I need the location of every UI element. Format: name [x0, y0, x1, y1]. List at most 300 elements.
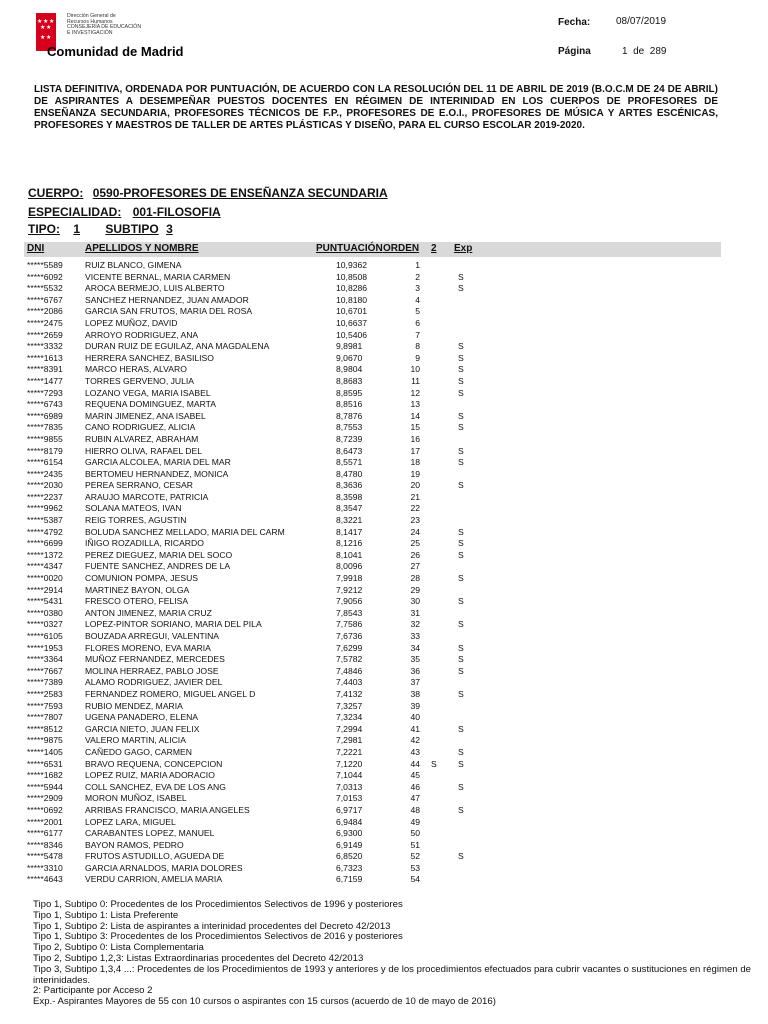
- cell-exp: S: [458, 665, 464, 676]
- cell-orden: 3: [415, 283, 420, 294]
- table-row: [24, 712, 721, 724]
- cell-name: GARCIA ALCOLEA, MARIA DEL MAR: [85, 457, 231, 468]
- cell-name: MARCO HERAS, ALVARO: [85, 364, 187, 375]
- cell-orden: 46: [410, 781, 420, 792]
- cell-exp: S: [458, 422, 464, 433]
- table-row: [24, 422, 721, 434]
- cell-puntuacion: 9,0670: [336, 352, 363, 363]
- cell-puntuacion: 10,8180: [336, 294, 368, 305]
- table-row: [24, 759, 721, 771]
- cell-name: IÑIGO ROZADILLA, RICARDO: [85, 538, 204, 549]
- cell-orden: 16: [410, 433, 420, 444]
- cell-dni: *****2475: [27, 317, 63, 328]
- cell-exp: S: [458, 596, 464, 607]
- cell-dni: *****3310: [27, 862, 63, 873]
- cell-orden: 5: [415, 306, 420, 317]
- cell-dni: *****1613: [27, 352, 63, 363]
- cell-puntuacion: 9,8981: [336, 341, 363, 352]
- cell-dni: *****8346: [27, 839, 63, 850]
- cell-name: LOPEZ-PINTOR SORIANO, MARIA DEL PILA: [85, 619, 262, 630]
- cell-orden: 28: [410, 573, 420, 584]
- cell-orden: 34: [410, 642, 420, 653]
- cell-exp: S: [458, 341, 464, 352]
- cell-name: LOPEZ RUIZ, MARIA ADORACIO: [85, 770, 215, 781]
- cell-orden: 53: [410, 862, 420, 873]
- cell-dni: *****5478: [27, 851, 63, 862]
- cell-orden: 36: [410, 665, 420, 676]
- footnote: Tipo 2, Subtipo 0: Lista Complementaria: [33, 942, 204, 954]
- cell-name: SANCHEZ HERNANDEZ, JUAN AMADOR: [85, 294, 249, 305]
- table-row: [24, 863, 721, 875]
- table-row: [24, 654, 721, 666]
- cell-name: CAÑEDO GAGO, CARMEN: [85, 746, 192, 757]
- cell-name: BERTOMEU HERNANDEZ, MONICA: [85, 468, 229, 479]
- cell-puntuacion: 7,8543: [336, 607, 363, 618]
- org-line: E INVESTIGACIÓN: [67, 29, 113, 36]
- cell-orden: 37: [410, 677, 420, 688]
- table-row: [24, 434, 721, 446]
- cell-orden: 13: [410, 399, 420, 410]
- cell-puntuacion: 8,6473: [336, 445, 363, 456]
- cell-dni: *****4792: [27, 526, 63, 537]
- cell-name: FERNANDEZ ROMERO, MIGUEL ANGEL D: [85, 688, 256, 699]
- cell-exp: S: [458, 549, 464, 560]
- cell-orden: 12: [410, 387, 420, 398]
- cell-dni: *****2659: [27, 329, 63, 340]
- cell-puntuacion: 8,8516: [336, 399, 363, 410]
- footnote: Tipo 1, Subtipo 2: Lista de aspirantes a interinidad procedentes del Decreto 42/2013: [33, 920, 391, 932]
- cell-dni: *****1477: [27, 375, 63, 386]
- cuerpo-value: 0590-PROFESORES DE ENSEÑANZA SECUNDARIA: [92, 186, 388, 200]
- cell-dni: *****1682: [27, 770, 63, 781]
- table-row: [24, 596, 721, 608]
- cell-orden: 10: [410, 364, 420, 375]
- org-name: Comunidad de Madrid: [47, 44, 184, 59]
- tipo-value: 1: [73, 222, 81, 236]
- cell-name: ANTON JIMENEZ, MARIA CRUZ: [85, 607, 212, 618]
- column-header-orden: ORDEN: [383, 243, 420, 254]
- cell-puntuacion: 8,9804: [336, 364, 363, 375]
- cell-exp: S: [458, 723, 464, 734]
- cell-exp: S: [458, 387, 464, 398]
- cell-name: MOLINA HERRAEZ, PABLO JOSE: [85, 665, 219, 676]
- cell-orden: 29: [410, 584, 420, 595]
- cell-orden: 40: [410, 712, 420, 723]
- cell-puntuacion: 6,9484: [336, 816, 363, 827]
- cell-name: FRUTOS ASTUDILLO, AGUEDA DE: [85, 851, 225, 862]
- cell-puntuacion: 7,0313: [336, 781, 363, 792]
- cell-orden: 23: [410, 515, 420, 526]
- cell-puntuacion: 7,6299: [336, 642, 363, 653]
- column-header-name: APELLIDOS Y NOMBRE: [85, 243, 199, 254]
- table-row: [24, 874, 721, 886]
- cell-dni: *****6699: [27, 538, 63, 549]
- table-row: [24, 608, 721, 620]
- cell-puntuacion: 8,7876: [336, 410, 363, 421]
- cell-puntuacion: 8,5571: [336, 457, 363, 468]
- org-subtitle: [67, 14, 141, 36]
- cell-name: GARCIA NIETO, JUAN FELIX: [85, 723, 200, 734]
- cell-dni: *****4643: [27, 874, 63, 885]
- cell-dni: *****6743: [27, 399, 63, 410]
- cell-orden: 43: [410, 746, 420, 757]
- cell-orden: 47: [410, 793, 420, 804]
- subtipo-label: SUBTIPO: [105, 222, 159, 236]
- column-header-puntuacion: PUNTUACIÓN: [316, 243, 383, 254]
- cell-name: REIG TORRES, AGUSTIN: [85, 515, 187, 526]
- cell-puntuacion: 8,7553: [336, 422, 363, 433]
- cell-exp: S: [458, 445, 464, 456]
- table-row: [24, 538, 721, 550]
- table-row: [24, 388, 721, 400]
- cell-dni: *****2086: [27, 306, 63, 317]
- table-row: [24, 851, 721, 863]
- cell-puntuacion: 10,8286: [336, 283, 368, 294]
- cell-puntuacion: 8,4780: [336, 468, 363, 479]
- table-row: [24, 492, 721, 504]
- table-row: [24, 677, 721, 689]
- table-header: [24, 242, 721, 257]
- cell-dni: *****0380: [27, 607, 63, 618]
- table-row: [24, 585, 721, 597]
- cell-name: MUÑOZ FERNANDEZ, MERCEDES: [85, 654, 225, 665]
- especialidad-line: [28, 205, 221, 219]
- cell-orden: 14: [410, 410, 420, 421]
- cell-name: VICENTE BERNAL, MARIA CARMEN: [85, 271, 231, 282]
- cell-puntuacion: 7,9918: [336, 573, 363, 584]
- footnote: Tipo 1, Subtipo 0: Procedentes de los Procedimientos Selectivos de 1996 y posteriores: [33, 899, 403, 910]
- column-header-acceso2: 2: [431, 243, 437, 254]
- cell-name: LOPEZ MUÑOZ, DAVID: [85, 317, 178, 328]
- subtipo-value: 3: [166, 222, 173, 236]
- cell-name: CARABANTES LOPEZ, MANUEL: [85, 828, 215, 839]
- cell-dni: *****8179: [27, 445, 63, 456]
- cell-exp: S: [458, 781, 464, 792]
- candidate-table: [24, 260, 721, 886]
- cell-name: GARCIA ARNALDOS, MARIA DOLORES: [85, 862, 243, 873]
- cell-puntuacion: 6,7323: [336, 862, 363, 873]
- cell-dni: *****7667: [27, 665, 63, 676]
- cell-orden: 9: [415, 352, 420, 363]
- cell-puntuacion: 7,2981: [336, 735, 363, 746]
- footnote: Tipo 3, Subtipo 1,3,4 ...: Procedentes de los Procedimientos de 1993 y anteriores y de los procedimientos efectuados para cubrir vacantes o sustituciones en régimen de interinidades.: [33, 963, 751, 986]
- cell-name: DURAN RUIZ DE EGUILAZ, ANA MAGDALENA: [85, 341, 270, 352]
- cell-exp: S: [458, 352, 464, 363]
- cell-name: LOPEZ LARA, MIGUEL: [85, 816, 176, 827]
- cell-puntuacion: 7,1220: [336, 758, 363, 769]
- cell-dni: *****2030: [27, 480, 63, 491]
- cell-dni: *****6092: [27, 271, 63, 282]
- cell-puntuacion: 7,0153: [336, 793, 363, 804]
- cell-name: BRAVO REQUENA, CONCEPCION: [85, 758, 223, 769]
- page-label: Página: [558, 46, 591, 57]
- date-label: Fecha:: [558, 17, 591, 28]
- table-row: [24, 770, 721, 782]
- cell-dni: *****3332: [27, 341, 63, 352]
- cell-puntuacion: 8,1041: [336, 549, 363, 560]
- cell-orden: 50: [410, 828, 420, 839]
- cell-name: REQUENA DOMINGUEZ, MARTA: [85, 399, 216, 410]
- cell-name: RUIZ BLANCO, GIMENA: [85, 260, 182, 270]
- column-header-exp: Exp: [454, 243, 473, 254]
- cell-exp: S: [458, 654, 464, 665]
- cell-name: BOUZADA ARREGUI, VALENTINA: [85, 631, 220, 641]
- cell-dni: *****1953: [27, 642, 63, 653]
- cell-puntuacion: 10,6701: [336, 306, 368, 317]
- cell-dni: *****0020: [27, 573, 63, 584]
- cell-name: BAYON RAMOS, PEDRO: [85, 839, 184, 850]
- cell-puntuacion: 7,4403: [336, 677, 363, 688]
- table-row: [24, 318, 721, 330]
- org-line: Recursos Humanos: [67, 18, 113, 25]
- cell-dni: *****2237: [27, 491, 63, 502]
- table-row: [24, 793, 721, 805]
- cell-name: ARROYO RODRIGUEZ, ANA: [85, 329, 199, 340]
- table-row: [24, 631, 721, 643]
- cell-puntuacion: 10,5406: [336, 329, 368, 340]
- footnote: Exp.- Aspirantes Mayores de 55 con 10 cursos o aspirantes con 15 cursos (acuerdo de 10 de mayo de 2016): [33, 996, 496, 1008]
- cell-exp: S: [458, 538, 464, 549]
- cell-orden: 1: [415, 260, 420, 270]
- cell-exp: S: [458, 457, 464, 468]
- table-row: [24, 353, 721, 365]
- cell-dni: *****5431: [27, 596, 63, 607]
- cell-exp: S: [458, 758, 464, 769]
- footnote: Tipo 1, Subtipo 1: Lista Preferente: [33, 909, 179, 921]
- cell-puntuacion: 7,4132: [336, 688, 363, 699]
- cell-puntuacion: 7,2994: [336, 723, 363, 734]
- tipo-line: [28, 222, 173, 236]
- cell-orden: 18: [410, 457, 420, 468]
- cell-exp: S: [458, 851, 464, 862]
- cell-dni: *****6105: [27, 631, 63, 641]
- table-row: [24, 666, 721, 678]
- cell-dni: *****6154: [27, 457, 63, 468]
- cell-orden: 6: [415, 317, 420, 328]
- table-row: [24, 283, 721, 295]
- cell-orden: 7: [415, 329, 420, 340]
- cell-dni: *****7293: [27, 387, 63, 398]
- cell-exp: S: [458, 642, 464, 653]
- cell-orden: 49: [410, 816, 420, 827]
- footnote: 2: Participante por Acceso 2: [33, 985, 153, 997]
- cell-name: PEREA SERRANO, CESAR: [85, 480, 193, 491]
- cell-puntuacion: 7,9212: [336, 584, 363, 595]
- cell-orden: 20: [410, 480, 420, 491]
- cell-exp: S: [458, 526, 464, 537]
- table-row: [24, 260, 721, 272]
- cell-dni: *****7593: [27, 700, 63, 711]
- cell-puntuacion: 7,3234: [336, 712, 363, 723]
- cell-orden: 27: [410, 561, 420, 572]
- cell-orden: 33: [410, 631, 420, 641]
- cell-exp: S: [458, 688, 464, 699]
- cell-orden: 22: [410, 503, 420, 514]
- cell-orden: 35: [410, 654, 420, 665]
- tipo-label: TIPO:: [28, 222, 60, 236]
- cell-dni: *****6177: [27, 828, 63, 839]
- table-row: [24, 457, 721, 469]
- cell-dni: *****7807: [27, 712, 63, 723]
- cuerpo-line: [28, 186, 388, 200]
- footnotes: [33, 900, 753, 1008]
- cell-dni: *****9962: [27, 503, 63, 514]
- table-row: [24, 411, 721, 423]
- cell-orden: 48: [410, 804, 420, 815]
- cell-dni: *****6531: [27, 758, 63, 769]
- cell-dni: *****5532: [27, 283, 63, 294]
- cell-dni: *****9855: [27, 433, 63, 444]
- cell-puntuacion: 8,8595: [336, 387, 363, 398]
- cell-dni: *****4347: [27, 561, 63, 572]
- cell-dni: *****8512: [27, 723, 63, 734]
- cell-puntuacion: 8,7239: [336, 433, 363, 444]
- cell-orden: 32: [410, 619, 420, 630]
- footnote: Tipo 2, Subtipo 1,2,3: Listas Extraordinarias procedentes del Decreto 42/2013: [33, 952, 364, 964]
- cell-orden: 38: [410, 688, 420, 699]
- cell-name: AROCA BERMEJO, LUIS ALBERTO: [85, 283, 225, 294]
- table-row: [24, 330, 721, 342]
- cell-dni: *****5387: [27, 515, 63, 526]
- table-row: [24, 747, 721, 759]
- cell-puntuacion: 8,3598: [336, 491, 363, 502]
- cell-name: HERRERA SANCHEZ, BASILISO: [85, 352, 214, 363]
- cell-dni: *****2435: [27, 468, 63, 479]
- cell-orden: 25: [410, 538, 420, 549]
- cell-orden: 26: [410, 549, 420, 560]
- cell-dni: *****9875: [27, 735, 63, 746]
- cell-name: TORRES GERVENO, JULIA: [85, 375, 195, 386]
- cell-name: MARIN JIMENEZ, ANA ISABEL: [85, 410, 206, 421]
- cell-puntuacion: 7,7586: [336, 619, 363, 630]
- cell-exp: S: [458, 804, 464, 815]
- cell-puntuacion: 10,9362: [336, 260, 368, 270]
- cell-dni: *****0327: [27, 619, 63, 630]
- cell-name: RUBIO MENDEZ, MARIA: [85, 700, 183, 711]
- cell-name: FUENTE SANCHEZ, ANDRES DE LA: [85, 561, 231, 572]
- cell-orden: 44: [410, 758, 420, 769]
- cell-puntuacion: 6,9717: [336, 804, 363, 815]
- cell-orden: 31: [410, 607, 420, 618]
- cell-name: ALAMO RODRIGUEZ, JAVIER DEL: [85, 677, 223, 688]
- cell-name: FRESCO OTERO, FELISA: [85, 596, 189, 607]
- org-line: Dirección General de: [67, 13, 116, 19]
- table-row: [24, 817, 721, 829]
- cell-name: PEREZ DIEGUEZ, MARIA DEL SOCO: [85, 549, 233, 560]
- table-row: [24, 272, 721, 284]
- cell-puntuacion: 6,9149: [336, 839, 363, 850]
- cell-name: COLL SANCHEZ, EVA DE LOS ANG: [85, 781, 226, 792]
- cell-orden: 11: [411, 375, 420, 386]
- cell-name: COMUNION POMPA, JESUS: [85, 573, 199, 584]
- cell-puntuacion: 7,2221: [336, 746, 363, 757]
- document-title: LISTA DEFINITIVA, ORDENADA POR PUNTUACIÓN, DE ACUERDO CON LA RESOLUCIÓN DEL 11 DE ABRIL DE 2019 (B.O.C.M DE 24 DE ABRIL) DE ASPIRANTES A DESEMPEÑAR PUESTOS DOCENTES EN RÉGIMEN DE INTERINIDAD EN LOS CUERPOS DE PROFESORES DE ENSEÑANZA SECUNDARIA, PROFESORES TÉCNICOS DE F.P., PROFESORES DE E.O.I., PROFESORES DE MÚSICA Y ARTES ESCÉNICAS, PROFESORES Y MAESTROS DE TALLER DE ARTES PLÁSTICAS Y DISEÑO, PARA EL CURSO ESCOLAR 2019-2020.: [34, 84, 718, 131]
- cell-dni: *****3364: [27, 654, 63, 665]
- table-row: [24, 619, 721, 631]
- table-row: [24, 295, 721, 307]
- cell-puntuacion: 8,0096: [336, 561, 363, 572]
- cell-name: VALERO MARTIN, ALICIA: [85, 735, 186, 746]
- table-row: [24, 701, 721, 713]
- cell-dni: *****8391: [27, 364, 63, 375]
- cell-orden: 21: [410, 491, 420, 502]
- table-row: [24, 643, 721, 655]
- cell-orden: 45: [410, 770, 420, 781]
- table-row: [24, 735, 721, 747]
- table-row: [24, 469, 721, 481]
- table-row: [24, 573, 721, 585]
- cell-puntuacion: 8,3547: [336, 503, 363, 514]
- cell-exp: S: [458, 271, 464, 282]
- table-row: [24, 515, 721, 527]
- table-row: [24, 480, 721, 492]
- cell-puntuacion: 7,1044: [336, 770, 363, 781]
- table-row: [24, 341, 721, 353]
- cell-puntuacion: 7,3257: [336, 700, 363, 711]
- cell-name: ARRIBAS FRANCISCO, MARIA ANGELES: [85, 804, 250, 815]
- cell-puntuacion: 6,9300: [336, 828, 363, 839]
- cell-orden: 19: [410, 468, 420, 479]
- cell-orden: 54: [410, 874, 420, 885]
- cell-name: VERDU CARRION, AMELIA MARIA: [85, 874, 223, 885]
- especialidad-label: ESPECIALIDAD:: [28, 205, 122, 219]
- madrid-flag-logo: ★ ★ ★ ★ ★ ★ ★: [36, 13, 56, 51]
- table-row: [24, 828, 721, 840]
- table-row: [24, 689, 721, 701]
- cell-orden: 24: [410, 526, 420, 537]
- cell-dni: *****6767: [27, 294, 63, 305]
- cell-puntuacion: 8,8683: [336, 375, 363, 386]
- org-line: CONSEJERÍA DE EDUCACIÓN: [67, 24, 142, 31]
- table-row: [24, 840, 721, 852]
- table-row: [24, 805, 721, 817]
- cell-name: LOZANO VEGA, MARIA ISABEL: [85, 387, 211, 398]
- table-row: [24, 306, 721, 318]
- cell-dni: *****7835: [27, 422, 63, 433]
- footnote: Tipo 1, Subtipo 3: Procedentes de los Procedimientos Selectivos de 2016 y posteriores: [33, 931, 403, 943]
- especialidad-value: 001-FILOSOFIA: [132, 205, 221, 219]
- cell-exp: S: [458, 480, 464, 491]
- cell-orden: 39: [410, 700, 420, 711]
- table-row: [24, 376, 721, 388]
- cell-dni: *****1405: [27, 746, 63, 757]
- cell-puntuacion: 7,5782: [336, 654, 363, 665]
- cell-orden: 52: [410, 851, 420, 862]
- table-row: [24, 503, 721, 515]
- cell-exp: S: [458, 619, 464, 630]
- cell-puntuacion: 8,1417: [336, 526, 363, 537]
- cell-puntuacion: 8,3221: [336, 515, 363, 526]
- cell-puntuacion: 7,9056: [336, 596, 363, 607]
- cell-dni: *****5589: [27, 260, 63, 270]
- cell-orden: 15: [410, 422, 420, 433]
- cell-exp: S: [458, 573, 464, 584]
- table-row: [24, 399, 721, 411]
- cell-orden: 30: [410, 596, 420, 607]
- cell-puntuacion: 6,7159: [336, 874, 363, 885]
- page-number: 1 de 289: [622, 46, 667, 57]
- cell-orden: 41: [410, 723, 420, 734]
- cell-orden: 8: [415, 341, 420, 352]
- cell-puntuacion: 7,4846: [336, 665, 363, 676]
- table-row: [24, 724, 721, 736]
- cell-name: FLORES MORENO, EVA MARIA: [85, 642, 211, 653]
- cell-exp: S: [458, 375, 464, 386]
- table-row: [24, 561, 721, 573]
- cell-dni: *****7389: [27, 677, 63, 688]
- cuerpo-label: CUERPO:: [28, 186, 84, 200]
- cell-puntuacion: 8,1216: [336, 538, 363, 549]
